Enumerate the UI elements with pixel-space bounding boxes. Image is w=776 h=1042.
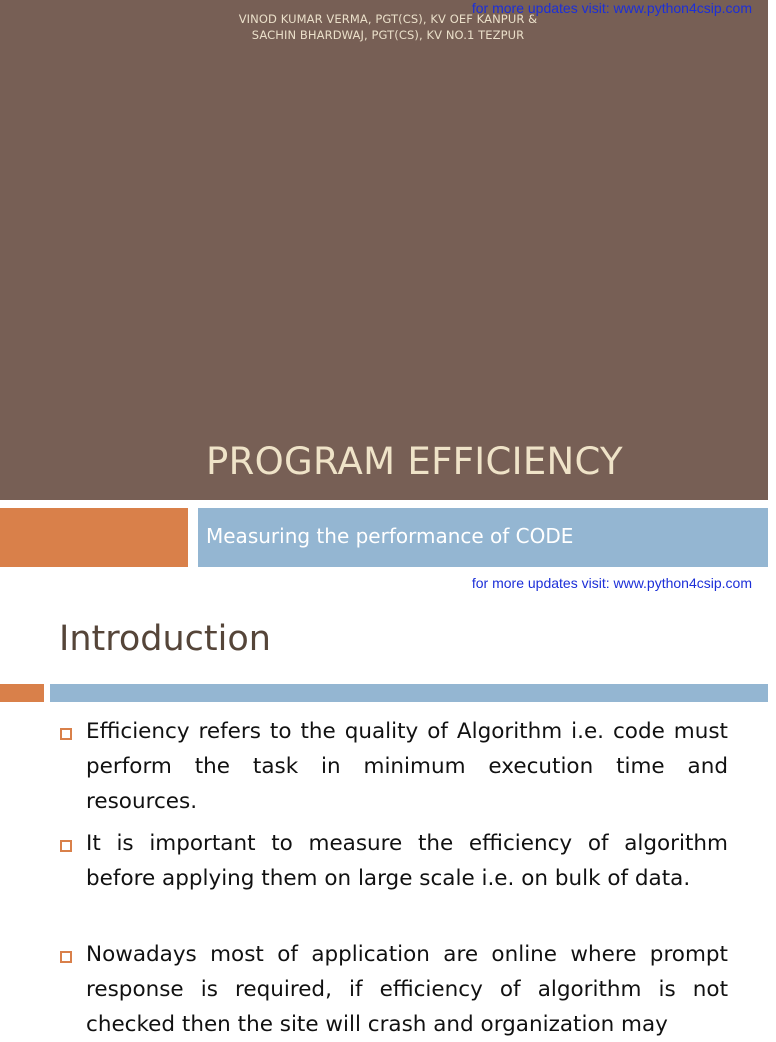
watermark-link-top[interactable]: for more updates visit: www.python4csip.com <box>471 0 752 16</box>
slide-subtitle: Measuring the performance of CODE <box>206 524 574 548</box>
author-line-1: VINOD KUMAR VERMA, PGT(CS), KV OEF KANPUR & <box>238 12 538 26</box>
slide-title: PROGRAM EFFICIENCY <box>206 440 623 483</box>
subtitle-bar <box>198 508 768 567</box>
title-panel <box>0 0 768 500</box>
square-bullet-icon <box>60 951 72 963</box>
heading-blue-rule <box>50 684 768 702</box>
section-heading: Introduction <box>59 619 271 659</box>
square-bullet-icon <box>60 840 72 852</box>
square-bullet-icon <box>60 728 72 740</box>
bullet-text: It is important to measure the efficiency of algorithm before applying them on large scale i.e. on bulk of data. <box>86 831 728 891</box>
bullet-text: Efficiency refers to the quality of Algorithm i.e. code must perform the task in minimum execution time and resources. <box>86 719 728 814</box>
bullet-text: Nowadays most of application are online where prompt response is required, if efficiency of algorithm is not checked then the site will crash and organization may <box>86 942 728 1037</box>
watermark-link-middle[interactable]: for more updates visit: www.python4csip.com <box>471 575 752 591</box>
orange-accent-block <box>0 508 188 567</box>
heading-orange-rule <box>0 684 44 702</box>
author-line-2: SACHIN BHARDWAJ, PGT(CS), KV NO.1 TEZPUR <box>251 28 525 42</box>
